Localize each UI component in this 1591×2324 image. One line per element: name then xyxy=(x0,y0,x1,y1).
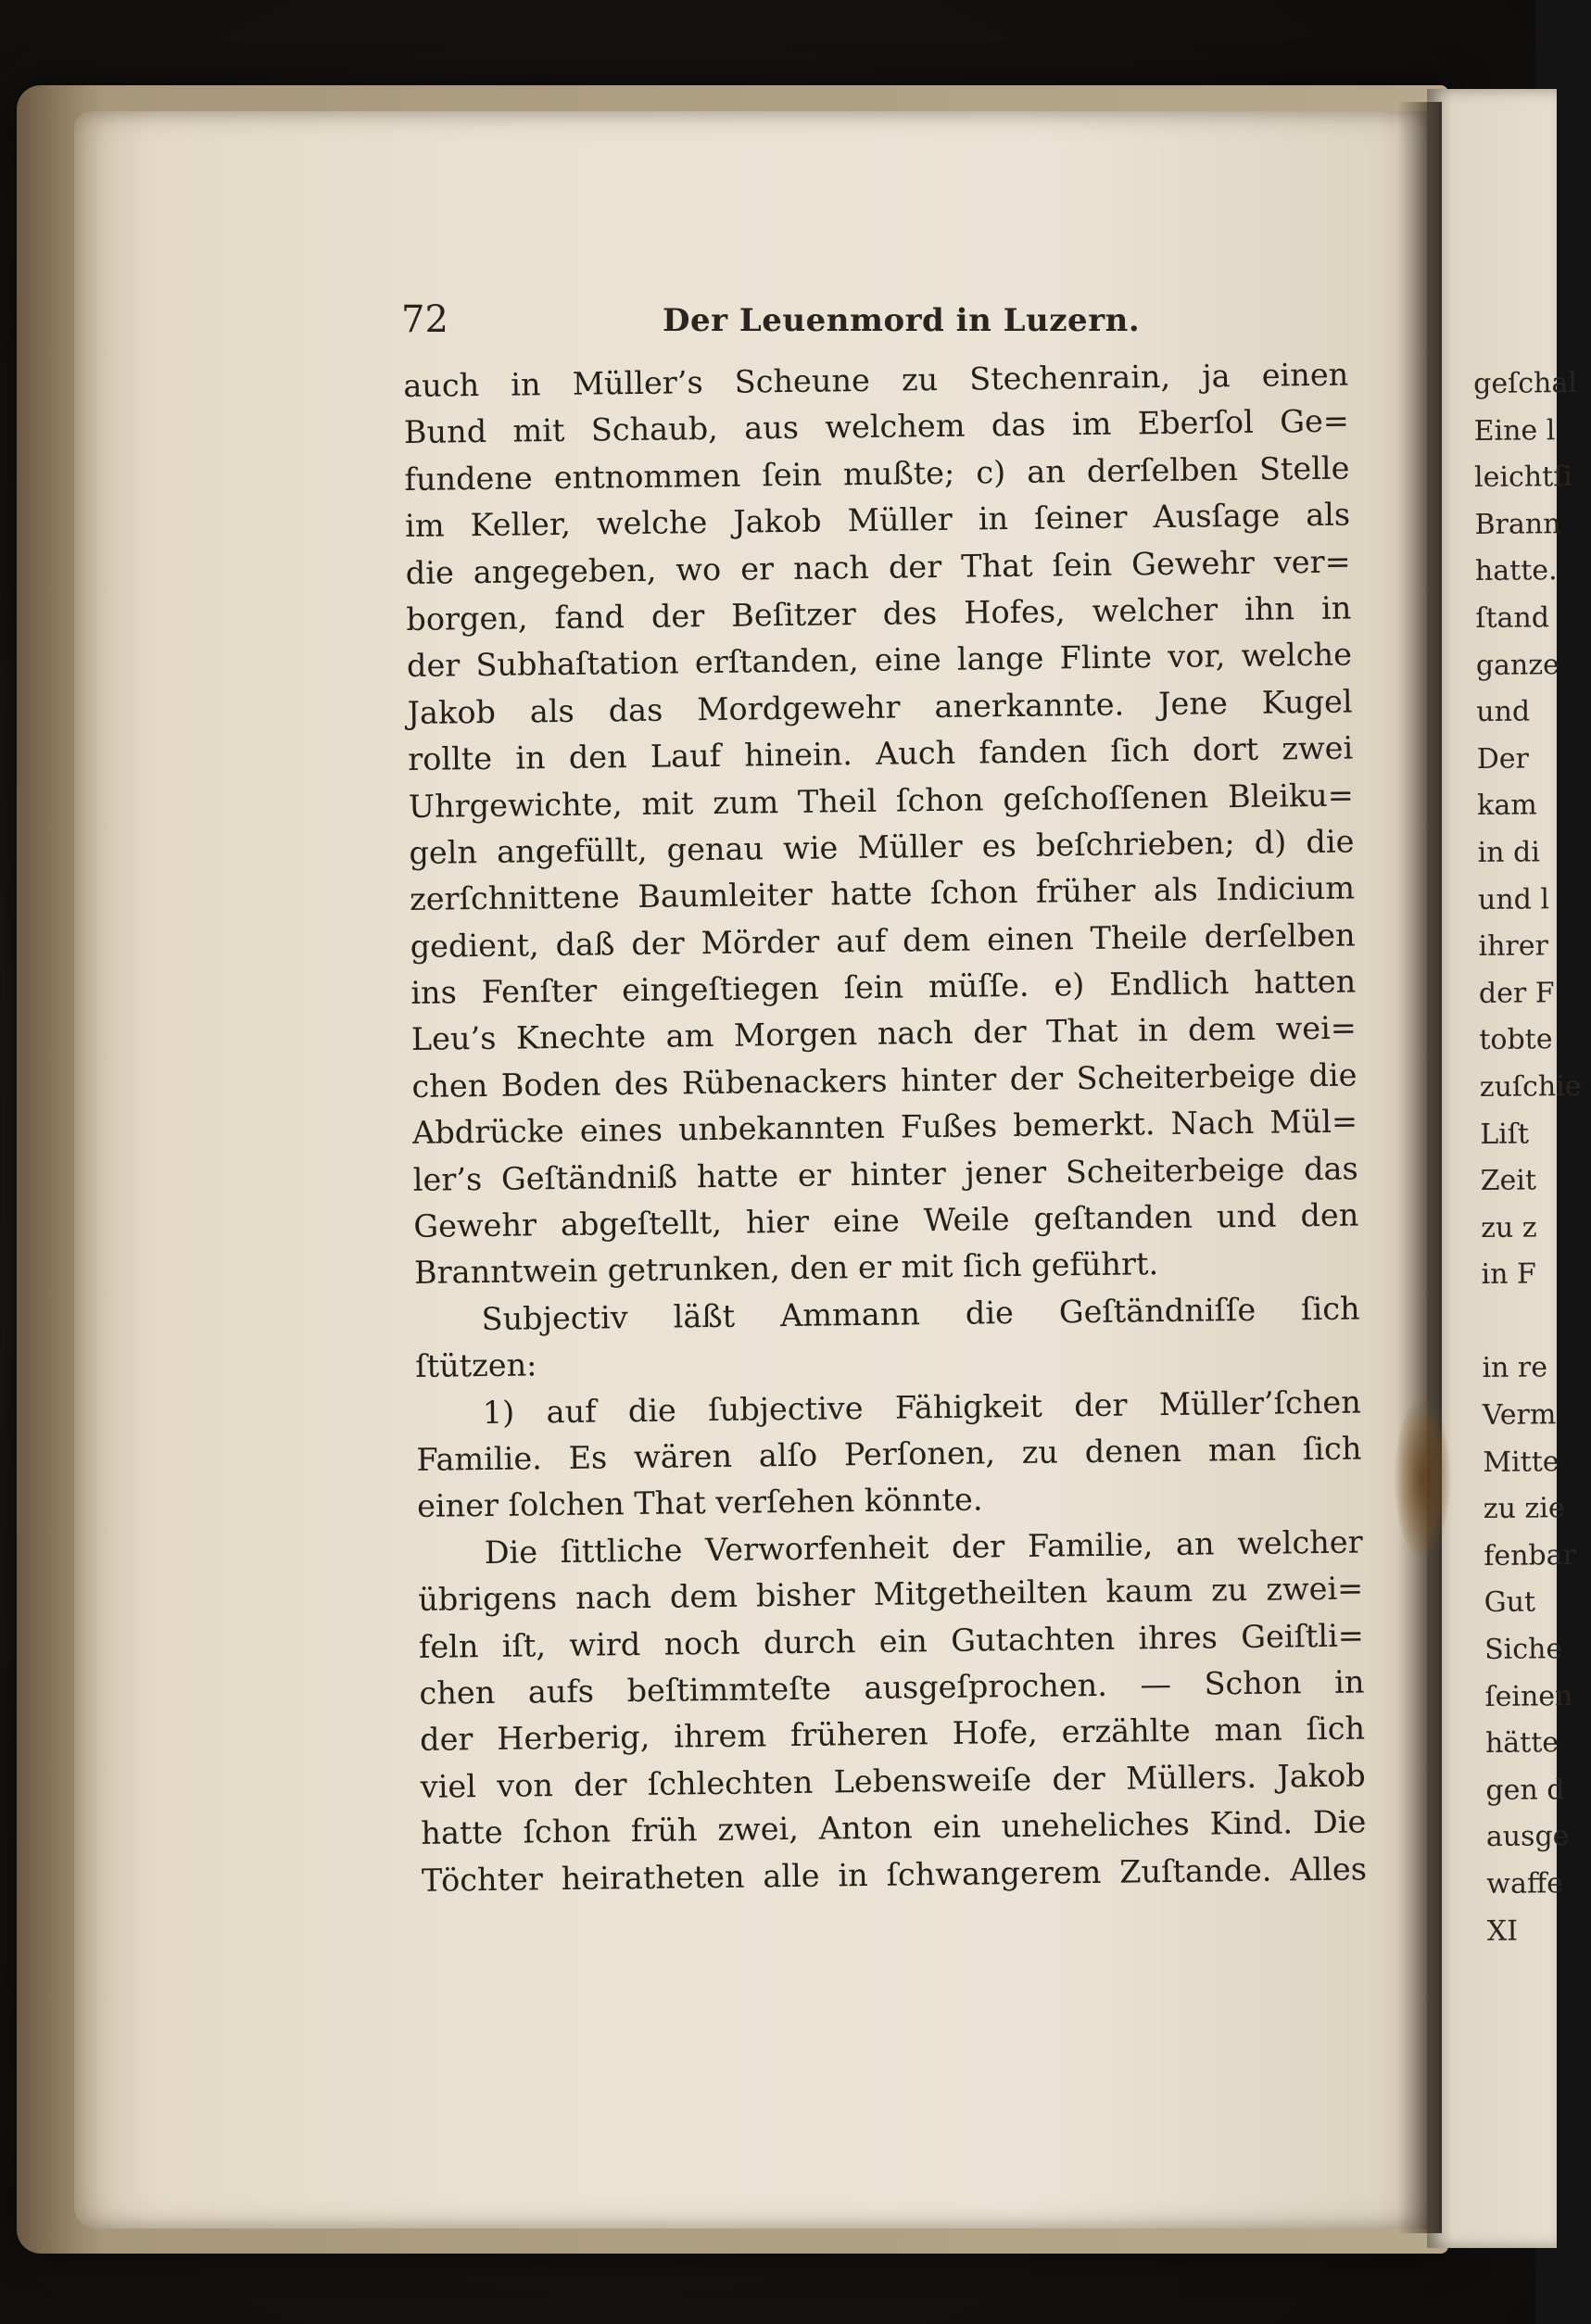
right-page-text xyxy=(1473,360,1582,1955)
right-page-line: leichtſi xyxy=(1473,461,1573,495)
right-page-line: geſchal xyxy=(1473,367,1578,400)
text-line: Branntwein getrunken, den er mit ſich geführt. xyxy=(413,1245,1159,1292)
text-line: auch in Müller’s Scheune zu Stechenrain, ja einen xyxy=(403,356,1349,404)
running-title: Der Leuenmord in Luzern. xyxy=(663,302,1141,339)
right-page-line: Siche xyxy=(1484,1633,1563,1666)
text-line: der Subhaſtation erſtanden, eine lange Flinte vor, welche xyxy=(406,636,1353,685)
text-line: chen aufs beſtimmteſte ausgeſprochen. — Schon in xyxy=(419,1663,1365,1711)
right-page-line: und xyxy=(1476,695,1531,729)
right-page-line: in F xyxy=(1481,1257,1537,1292)
right-page-line: Mitte xyxy=(1483,1445,1559,1479)
text-line: ſtützen: xyxy=(414,1346,537,1385)
right-page-line: Eine l xyxy=(1473,413,1556,448)
text-line: Uhrgewichte, mit zum Theil ſchon geſchoſſenen Bleiku= xyxy=(408,777,1355,825)
text-line: Gewehr abgeſtellt, hier eine Weile geſtanden und den xyxy=(413,1196,1359,1244)
right-page-line: Gut xyxy=(1484,1585,1536,1620)
right-page-line: hätte xyxy=(1484,1726,1559,1761)
text-line: feln iſt, wird noch durch ein Gutachten ihres Geiſtli= xyxy=(418,1616,1365,1665)
right-page-line: Verm xyxy=(1482,1398,1557,1433)
text-line: der Herberig, ihrem früheren Hofe, erzählte man ſich xyxy=(419,1710,1366,1759)
right-page-line xyxy=(1482,1298,1547,1345)
water-stain xyxy=(1395,1399,1450,1557)
right-page-line: ausge xyxy=(1485,1820,1570,1854)
right-page-line: zuſchie xyxy=(1479,1069,1582,1104)
right-page-line: und l xyxy=(1477,882,1550,916)
text-line: viel von der ſchlechten Lebensweiſe der Müllers. Jakob xyxy=(420,1757,1366,1805)
right-page-line: waffe xyxy=(1486,1867,1564,1901)
text-line: fundene entnommen ſein mußte; c) an derſelben Stelle xyxy=(404,449,1350,498)
right-page-line: kam xyxy=(1477,789,1537,823)
text-line: Die ſittliche Verworfenheit der Familie, an welcher xyxy=(484,1523,1363,1571)
text-line: Familie. Es wären alſo Perſonen, zu denen man ſich xyxy=(416,1430,1362,1478)
right-page-line: ihrer xyxy=(1478,929,1549,964)
right-page-line: in di xyxy=(1477,836,1541,869)
right-page-line: Liſt xyxy=(1480,1118,1530,1151)
text-line: geln angefüllt, genau wie Müller es beſchrieben; d) die xyxy=(409,823,1355,871)
text-line: hatte ſchon früh zwei, Anton ein uneheliches Kind. Die xyxy=(421,1803,1367,1851)
right-page-line: XI xyxy=(1486,1914,1519,1948)
text-line: die angegeben, wo er nach der That ſein Gewehr ver= xyxy=(405,543,1351,591)
right-page-line: ſtand xyxy=(1475,601,1550,635)
text-line: borgen, fand der Beſitzer des Hofes, welcher ihn in xyxy=(406,589,1352,638)
text-line: im Keller, welche Jakob Müller in ſeiner Ausſage als xyxy=(404,496,1351,545)
book-gutter xyxy=(1397,102,1442,2233)
body-text xyxy=(403,352,1367,1904)
text-line: zerſchnittene Baumleiter hatte ſchon früher als Indicium xyxy=(409,869,1356,918)
text-line: gedient, daß der Mörder auf dem einen Theile derſelben xyxy=(410,916,1356,965)
right-page-line: zu z xyxy=(1481,1211,1537,1244)
right-page-line: in re xyxy=(1482,1351,1548,1385)
right-page-line: Zeit xyxy=(1480,1164,1537,1198)
page-number: 72 xyxy=(401,298,448,341)
text-line: übrigens nach dem bisher Mitgetheilten kaum zu zwei= xyxy=(418,1570,1364,1619)
right-page-line: der F xyxy=(1478,976,1555,1010)
text-line: 1) auf die ſubjective Fähigkeit der Müller’ſchen xyxy=(482,1383,1362,1431)
text-line: chen Boden des Rübenackers hinter der Scheiterbeige die xyxy=(411,1056,1357,1105)
text-line: Leu’s Knechte am Morgen nach der That in dem wei= xyxy=(410,1009,1357,1058)
right-page-line: gen d xyxy=(1485,1774,1565,1807)
right-page-line: zu zie xyxy=(1483,1492,1565,1526)
right-page-line: hatte. xyxy=(1474,554,1558,588)
right-page-line: Der xyxy=(1476,742,1530,776)
text-line: rollte in den Lauf hinein. Auch fanden ſich dort zwei xyxy=(407,729,1354,778)
text-line: ins Fenſter eingeſtiegen ſein müſſe. e) Endlich hatten xyxy=(410,963,1357,1012)
text-line: Abdrücke eines unbekannten Fußes bemerkt. Nach Mül= xyxy=(411,1103,1358,1152)
right-page-line: Brann xyxy=(1474,507,1561,541)
text-line: Subjectiv läßt Ammann die Geſtändniſſe ſich xyxy=(481,1290,1360,1337)
right-page-line: ſeinen xyxy=(1484,1679,1573,1713)
right-page-line: fenbar xyxy=(1484,1538,1577,1572)
text-line: Töchter heiratheten alle in ſchwangerem Zuſtande. Alles xyxy=(421,1850,1368,1899)
right-page-line: ganze xyxy=(1475,648,1559,682)
text-line: ler’s Geſtändniß hatte er hinter jener Scheiterbeige das xyxy=(412,1150,1358,1198)
text-line: Bund mit Schaub, aus welchem das im Eberſol Ge= xyxy=(403,402,1350,451)
right-page-line: tobte xyxy=(1479,1023,1553,1057)
text-line: Jakob als das Mordgewehr anerkannte. Jene Kugel xyxy=(407,683,1353,731)
text-line: einer ſolchen That verſehen könnte. xyxy=(416,1481,983,1525)
